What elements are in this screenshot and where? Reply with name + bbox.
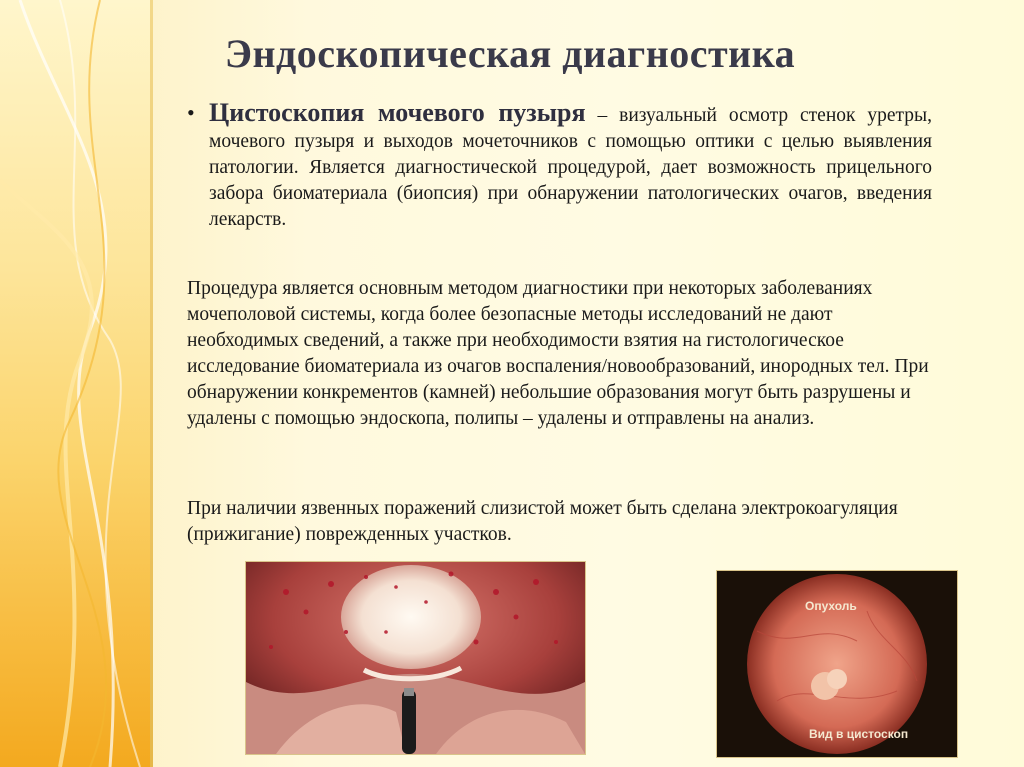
bullet-marker: •: [187, 100, 195, 125]
cystoscope-view-photo: [716, 570, 958, 758]
decorative-side-panel: [0, 0, 150, 767]
side-divider: [150, 0, 153, 767]
paragraph-2: При наличии язвенных поражений слизистой может быть сделана электрокоагуляция (прижигание) поврежденных участков.: [187, 498, 898, 545]
bullet-body: [187, 100, 932, 233]
bladder-endoscope-illustration: [245, 561, 586, 755]
bullet-item: [187, 100, 932, 233]
paragraph-1: Процедура является основным методом диагностики при некоторых заболеваниях мочеполовой системы, когда более безопасные методы исследований не дают необходимых сведений, а также при необходимости взятия на гистологическое исследование биоматериала из очагов воспаления/новообразований, инородных тел. При обнаружении конкрементов (камней) небольшие образования могут быть разрушены и удалены с помощью эндоскопа, полипы – удалены и отправлены на анализ.: [187, 278, 929, 429]
cystoscope-view-label: Вид в цистоскоп: [809, 727, 909, 741]
bullet-text: – визуальный осмотр стенок уретры, мочевого пузыря и выходов мочеточников с помощью оптики с целью выявления патологии. Является диагностической процедурой, дает возможность прицельного забора биоматериала (биопсия) при обнаружении патологических очагов, введения лекарств.: [209, 105, 933, 230]
bullet-term: Цистоскопия мочевого пузыря: [209, 98, 586, 127]
slide-title: Эндоскопическая диагностика: [224, 31, 796, 76]
tumor-label: Опухоль: [805, 599, 857, 613]
